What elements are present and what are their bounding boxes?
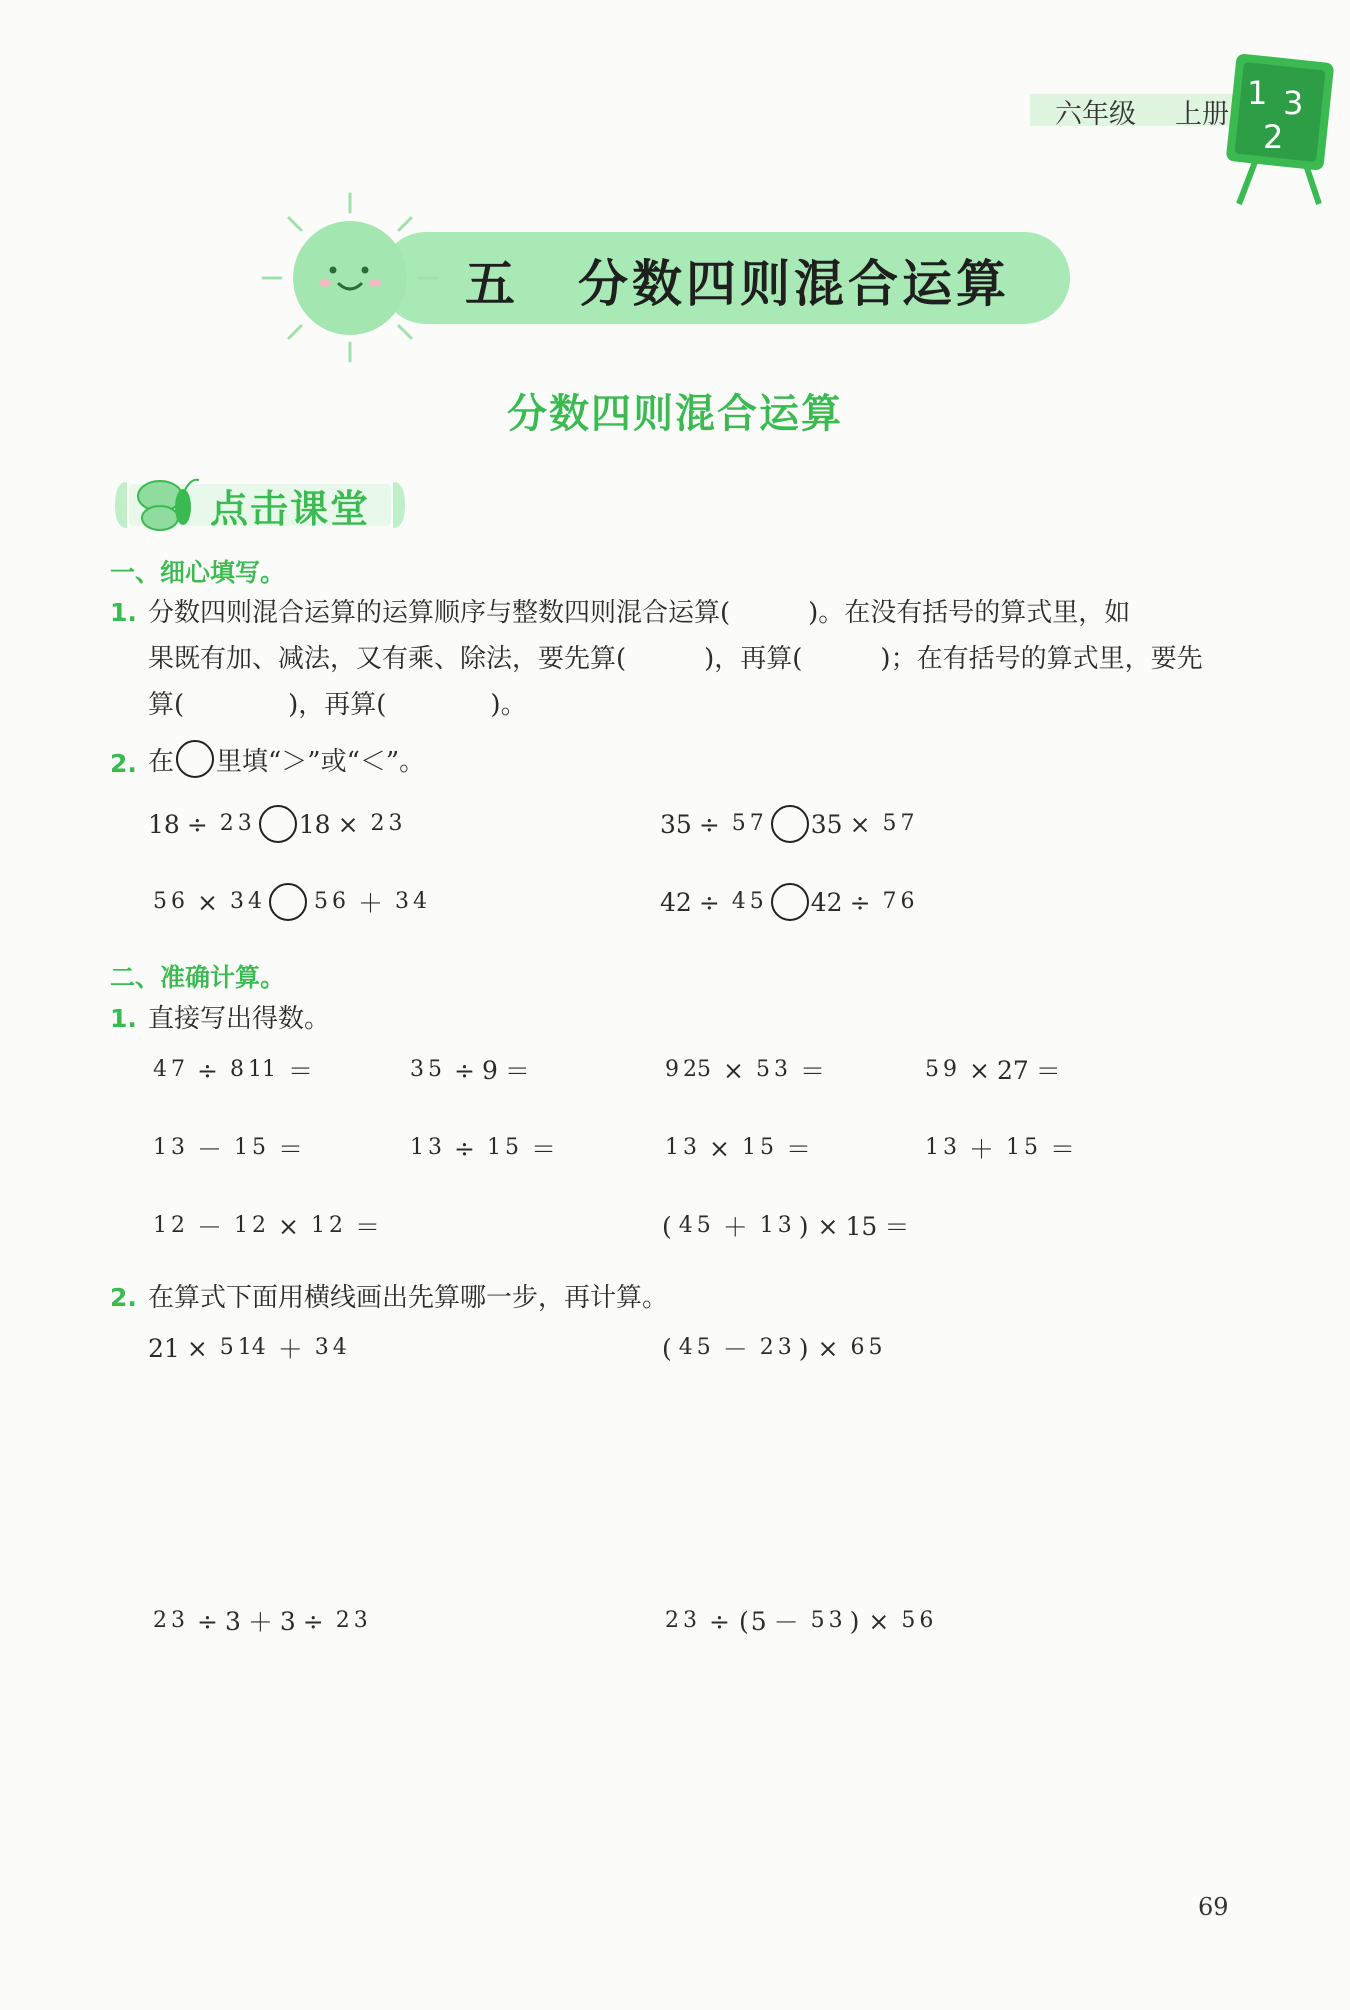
- compare-blank[interactable]: [771, 805, 809, 843]
- number: 18: [298, 809, 331, 839]
- operator: ＝: [884, 1213, 910, 1242]
- numerator: 5: [810, 1608, 825, 1633]
- numerator: 5: [731, 811, 746, 836]
- fraction: [663, 1136, 699, 1160]
- calc-expr: [148, 1208, 387, 1244]
- numerator: 1: [310, 1213, 325, 1238]
- p1-q2-number: 2.: [110, 749, 137, 778]
- fraction: [758, 1214, 794, 1238]
- compare-blank[interactable]: [771, 883, 809, 921]
- denominator: 9: [943, 1057, 957, 1082]
- denominator: 6: [331, 889, 346, 914]
- operator: ×: [337, 809, 359, 839]
- fraction: [663, 1609, 699, 1633]
- fraction: [677, 1336, 713, 1360]
- p1-q1-line1: 分数四则混合运算的运算顺序与整数四则混合运算( )。在没有括号的算式里，如: [148, 598, 1131, 628]
- denominator: 5: [252, 1135, 267, 1160]
- compare-expr-2: [660, 805, 920, 843]
- numerator: 3: [314, 1335, 329, 1360]
- numerator: 1: [741, 1135, 756, 1160]
- fraction: [849, 1336, 885, 1360]
- numerator: 2: [153, 1608, 167, 1633]
- numerator: 2: [759, 1335, 774, 1360]
- fraction: [809, 1609, 845, 1633]
- smiling-sun-icon: [255, 190, 445, 365]
- numerator: 2: [665, 1608, 679, 1633]
- part1-heading: 一、细心填写。: [110, 558, 286, 587]
- fraction: [312, 890, 348, 914]
- numerator: 1: [925, 1135, 939, 1160]
- denominator: 7: [900, 811, 915, 836]
- parenthesis: (: [662, 1333, 672, 1363]
- fraction: [408, 1058, 444, 1082]
- parenthesis: ): [798, 1211, 809, 1241]
- number: 35: [810, 809, 843, 839]
- chapter-number: 五: [465, 255, 515, 313]
- fraction: [393, 890, 429, 914]
- p1-q1-line2: 果既有加、减法，又有乘、除法，要先算( )，再算( )；在有括号的算式里，要先: [148, 644, 1203, 674]
- fraction: [151, 890, 187, 914]
- p2-q2-prompt: 在算式下面用横线画出先算哪一步，再计算。: [148, 1283, 669, 1313]
- operator: ＝: [530, 1135, 556, 1164]
- numerator: 5: [901, 1608, 916, 1633]
- operator: －: [722, 1335, 748, 1364]
- operator: ÷: [197, 1606, 218, 1636]
- step-expr: [660, 1330, 888, 1366]
- denominator: 3: [777, 1213, 792, 1238]
- denominator: 3: [171, 1608, 185, 1633]
- number: 42: [810, 887, 843, 917]
- operator: ＋: [357, 889, 383, 918]
- calc-expr: [148, 1052, 320, 1088]
- fraction: [232, 1136, 268, 1160]
- p1-q1-line3: 算( )，再算( )。: [148, 690, 527, 720]
- fraction: [754, 1058, 790, 1082]
- numerator: 7: [882, 889, 897, 914]
- denominator: 3: [828, 1608, 843, 1633]
- numerator: 6: [850, 1335, 865, 1360]
- operator: ＋: [969, 1135, 995, 1164]
- calc-expr: [660, 1208, 916, 1244]
- number: 5: [750, 1606, 767, 1636]
- operator: ＝: [354, 1213, 380, 1242]
- numerator: 2: [370, 811, 385, 836]
- operator: －: [197, 1213, 223, 1242]
- fraction: [232, 1214, 268, 1238]
- fraction: [334, 1609, 370, 1633]
- operator: ＝: [785, 1135, 811, 1164]
- grade-label: 六年级: [1055, 99, 1136, 130]
- step-expr: [148, 1603, 373, 1639]
- calc-expr: [660, 1052, 832, 1088]
- denominator: 14: [237, 1335, 266, 1360]
- denominator: 5: [1024, 1135, 1039, 1160]
- denominator: 6: [171, 889, 185, 914]
- operator: ×: [709, 1133, 730, 1163]
- number: 15: [845, 1211, 878, 1241]
- numerator: 1: [234, 1135, 249, 1160]
- denominator: 3: [237, 811, 252, 836]
- p2-q2-number: 2.: [110, 1283, 137, 1312]
- numerator: 3: [394, 889, 409, 914]
- denominator: 3: [777, 1335, 792, 1360]
- fraction: [151, 1136, 187, 1160]
- operator: ÷: [302, 1606, 324, 1636]
- denominator: 3: [683, 1135, 697, 1160]
- fraction: [730, 812, 766, 836]
- numerator: 9: [665, 1057, 679, 1082]
- denominator: 3: [353, 1608, 368, 1633]
- numerator: 4: [153, 1057, 167, 1082]
- numerator: 1: [410, 1135, 424, 1160]
- denominator: 5: [504, 1135, 519, 1160]
- fraction: [677, 1214, 713, 1238]
- denominator: 5: [428, 1057, 442, 1082]
- calc-expr: [920, 1052, 1068, 1088]
- step-expr: [660, 1603, 938, 1639]
- denominator: 25: [683, 1057, 711, 1082]
- numerator: 5: [219, 1335, 234, 1360]
- denominator: 6: [900, 889, 915, 914]
- fraction: [151, 1058, 187, 1082]
- operator: ×: [186, 1333, 208, 1363]
- operator: ×: [817, 1211, 839, 1241]
- numerator: 8: [229, 1057, 244, 1082]
- numerator: 3: [410, 1057, 424, 1082]
- numerator: 1: [759, 1213, 774, 1238]
- operator: ×: [868, 1606, 890, 1636]
- operator: ＝: [1035, 1057, 1061, 1086]
- page-number: 69: [1198, 1893, 1229, 1921]
- denominator: 3: [428, 1135, 442, 1160]
- operator: ＝: [504, 1057, 530, 1086]
- numerator: 5: [755, 1057, 770, 1082]
- denominator: 3: [683, 1608, 697, 1633]
- number: 21: [148, 1333, 180, 1363]
- denominator: 4: [332, 1335, 347, 1360]
- fraction: [740, 1136, 776, 1160]
- compare-blank[interactable]: [269, 883, 307, 921]
- operator: ×: [969, 1055, 990, 1085]
- fraction: [408, 1136, 444, 1160]
- p1-q1-number: 1.: [110, 598, 137, 627]
- numerator: 1: [234, 1213, 249, 1238]
- compare-expr-1: [148, 805, 408, 843]
- operator: ×: [723, 1055, 744, 1085]
- operator: ＝: [1050, 1135, 1076, 1164]
- number: 3: [279, 1606, 296, 1636]
- calc-expr: [405, 1130, 563, 1166]
- parenthesis: ): [849, 1606, 860, 1636]
- number: 18: [148, 809, 180, 839]
- denominator: 7: [749, 811, 764, 836]
- number: 27: [996, 1055, 1029, 1085]
- fraction: [485, 1136, 521, 1160]
- numerator: 5: [153, 889, 167, 914]
- fraction: [369, 812, 405, 836]
- p2-q1-prompt: 直接写出得数。: [148, 1004, 331, 1034]
- operator: ×: [817, 1333, 839, 1363]
- denominator: 3: [388, 811, 403, 836]
- operator: ＋: [247, 1608, 273, 1637]
- numerator: 4: [678, 1335, 693, 1360]
- fraction: [899, 1609, 935, 1633]
- operator: ÷: [698, 809, 720, 839]
- calc-expr: [660, 1130, 818, 1166]
- fraction: [663, 1058, 713, 1082]
- denominator: 2: [328, 1213, 343, 1238]
- parenthesis: ): [798, 1333, 809, 1363]
- compare-circle-icon: [176, 740, 214, 778]
- operator: ÷: [197, 1055, 218, 1085]
- fraction: [309, 1214, 345, 1238]
- numerator: 1: [1006, 1135, 1021, 1160]
- denominator: 5: [759, 1135, 774, 1160]
- operator: ÷: [709, 1606, 730, 1636]
- numerator: 1: [153, 1213, 167, 1238]
- denominator: 6: [919, 1608, 934, 1633]
- operator: ÷: [454, 1055, 475, 1085]
- operator: ＋: [722, 1213, 748, 1242]
- denominator: 5: [749, 889, 764, 914]
- calc-expr: [405, 1052, 537, 1088]
- board-digit-1: 1: [1247, 74, 1268, 112]
- fraction: [1004, 1136, 1040, 1160]
- numerator: 5: [882, 811, 897, 836]
- fraction: [151, 1609, 187, 1633]
- operator: ×: [849, 809, 871, 839]
- denominator: 5: [868, 1335, 883, 1360]
- denominator: 4: [412, 889, 427, 914]
- fraction: [730, 890, 766, 914]
- prompt-post: 里填“＞”或“＜”。: [216, 746, 426, 777]
- fraction: [881, 812, 917, 836]
- denominator: 5: [696, 1213, 711, 1238]
- fraction: [313, 1336, 349, 1360]
- fraction: [881, 890, 917, 914]
- denominator: 5: [696, 1335, 711, 1360]
- denominator: 3: [773, 1057, 788, 1082]
- operator: ÷: [186, 809, 208, 839]
- numerator: 3: [229, 889, 244, 914]
- prompt-pre: 在: [148, 746, 175, 777]
- fraction: [151, 1214, 187, 1238]
- part2-heading: 二、准确计算。: [110, 963, 286, 992]
- compare-expr-4: [660, 883, 920, 921]
- fraction: [228, 1058, 278, 1082]
- number: 9: [481, 1055, 498, 1085]
- board-digit-2: 2: [1263, 118, 1284, 156]
- operator: ×: [197, 887, 218, 917]
- numerator: 1: [153, 1135, 167, 1160]
- calc-expr: [148, 1130, 310, 1166]
- operator: －: [773, 1608, 799, 1637]
- denominator: 11: [247, 1057, 276, 1082]
- numerator: 2: [335, 1608, 350, 1633]
- operator: ÷: [698, 887, 720, 917]
- numerator: 1: [665, 1135, 679, 1160]
- numerator: 4: [678, 1213, 693, 1238]
- board-digit-3: 3: [1283, 84, 1304, 122]
- denominator: 7: [171, 1057, 185, 1082]
- fraction: [218, 812, 254, 836]
- denominator: 2: [171, 1213, 185, 1238]
- denominator: 2: [252, 1213, 267, 1238]
- p1-q2-prompt: [148, 740, 425, 778]
- chapter-title: 分数四则混合运算: [578, 255, 1010, 313]
- step-expr: [148, 1330, 352, 1366]
- badge-label: 点击课堂: [210, 487, 371, 531]
- operator: ＋: [277, 1335, 303, 1364]
- fraction: [923, 1136, 959, 1160]
- numerator: 5: [925, 1057, 939, 1082]
- operator: －: [197, 1135, 223, 1164]
- compare-blank[interactable]: [259, 805, 297, 843]
- fraction: [758, 1336, 794, 1360]
- section-title: 分数四则混合运算: [507, 391, 843, 437]
- numerator: 1: [486, 1135, 501, 1160]
- numerator: 2: [219, 811, 234, 836]
- chalkboard-icon: [1225, 52, 1335, 212]
- fraction: [218, 1336, 268, 1360]
- fraction: [228, 890, 264, 914]
- compare-expr-3: [148, 883, 432, 921]
- term-label: 上册: [1175, 99, 1229, 130]
- numerator: 5: [313, 889, 328, 914]
- operator: ＝: [287, 1057, 313, 1086]
- parenthesis: (: [662, 1211, 672, 1241]
- denominator: 3: [171, 1135, 185, 1160]
- number: 35: [660, 809, 692, 839]
- denominator: 3: [943, 1135, 957, 1160]
- operator: ×: [278, 1211, 299, 1241]
- fraction: [923, 1058, 959, 1082]
- numerator: 4: [731, 889, 746, 914]
- operator: ÷: [849, 887, 871, 917]
- parenthesis: (: [738, 1606, 749, 1636]
- operator: ＝: [278, 1135, 304, 1164]
- p2-q1-number: 1.: [110, 1004, 137, 1033]
- number: 3: [224, 1606, 241, 1636]
- denominator: 4: [247, 889, 262, 914]
- calc-expr: [920, 1130, 1082, 1166]
- operator: ＝: [799, 1057, 825, 1086]
- number: 42: [660, 887, 692, 917]
- operator: ÷: [454, 1133, 475, 1163]
